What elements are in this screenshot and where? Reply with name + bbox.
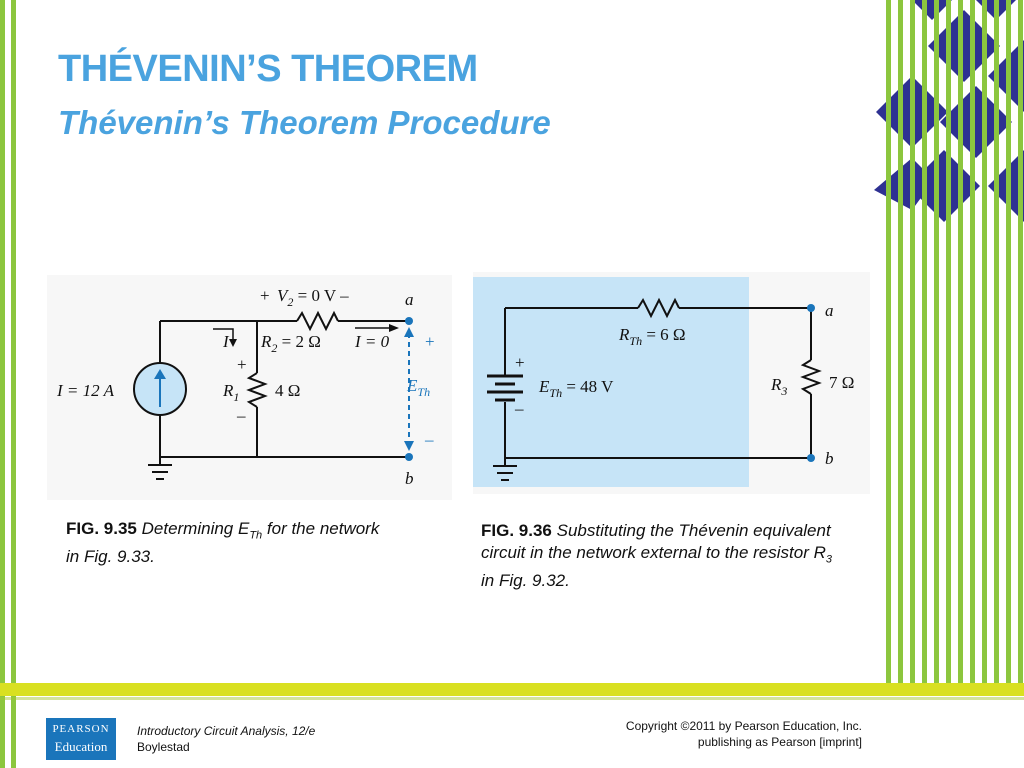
figure-9-36 [473, 272, 870, 494]
pearson-logo [46, 718, 116, 760]
eth-plus: + [515, 353, 525, 372]
caption-9-36-text-a: Substituting the Thévenin equivalent circuit in the network external to the resistor R [481, 521, 831, 562]
circuit-diagram-9-36 [473, 272, 870, 494]
left-green-stripe-1 [0, 0, 5, 768]
rth-label: $R_{Th} = 6$ Ω [619, 325, 686, 348]
book-author: Boylestad [137, 740, 190, 754]
node-b-label: b [405, 469, 414, 488]
terminal-b [405, 453, 413, 461]
current-i-label: I [223, 332, 229, 351]
footer-divider [0, 697, 1024, 700]
r2-label: $R_2 = 2$ Ω [261, 332, 321, 355]
figure-9-35 [47, 275, 452, 500]
eth-minus: – [425, 430, 434, 449]
source-label: I = 12 A [57, 381, 114, 400]
r1-value: 4 Ω [275, 381, 301, 400]
copyright-notice [560, 718, 862, 750]
caption-9-36 [481, 520, 846, 592]
caption-9-36-text-b: in Fig. 9.32. [481, 571, 570, 591]
logo-line-2: Education [54, 739, 108, 754]
resistor-r1 [249, 373, 265, 407]
bottom-yellow-band [0, 683, 1024, 696]
copyright-line-1: Copyright ©2011 by Pearson Education, Inc. [625, 719, 862, 733]
resistor-r2 [297, 313, 338, 329]
copyright-line-2: publishing as Pearson [imprint] [697, 735, 862, 749]
slide-title: THÉVENIN’S THEOREM [58, 48, 478, 90]
r1-label: $R_1$ [223, 381, 240, 404]
eth-minus: – [515, 399, 524, 418]
left-green-stripe-2 [11, 0, 16, 768]
stripe-diamond-pattern [874, 0, 1024, 683]
book-title: Introductory Circuit Analysis, 12/e [137, 724, 316, 738]
terminal-a [807, 304, 815, 312]
current-zero-label: I = 0 [355, 332, 390, 351]
terminal-b [807, 454, 815, 462]
slide-subtitle: Thévenin’s Theorem Procedure [58, 104, 551, 141]
eth-plus: + [425, 332, 435, 351]
caption-9-36-sub: 3 [825, 553, 832, 566]
node-a-label: a [825, 301, 834, 320]
caption-9-35-text-b: for the network in Fig. 9.33. [66, 519, 380, 567]
logo-line-1: PEARSON [52, 723, 110, 735]
node-a-label: a [405, 290, 414, 309]
r3-value: 7 Ω [829, 373, 855, 392]
eth-label: $E_{Th} = 48$ V [539, 377, 614, 400]
v2-plus: + [260, 286, 270, 305]
caption-9-35-number: FIG. 9.35 [66, 519, 137, 538]
terminal-a [405, 317, 413, 325]
caption-9-36-number: FIG. 9.36 [481, 521, 552, 540]
r1-minus: – [237, 406, 246, 425]
eth-label: $E_{Th}$ [407, 376, 431, 399]
r1-plus: + [237, 355, 247, 374]
right-decoration [874, 0, 1024, 683]
v2-label: $V_2 = 0$ V – [277, 286, 349, 309]
book-info [137, 723, 315, 755]
r3-label: $R_3$ [771, 375, 788, 398]
resistor-r3 [803, 360, 819, 394]
caption-9-35-sub: Th [249, 529, 263, 542]
circuit-diagram-9-35 [47, 275, 452, 500]
caption-9-35 [66, 518, 396, 568]
node-b-label: b [825, 449, 834, 468]
caption-9-35-text-a: Determining E [141, 519, 250, 538]
